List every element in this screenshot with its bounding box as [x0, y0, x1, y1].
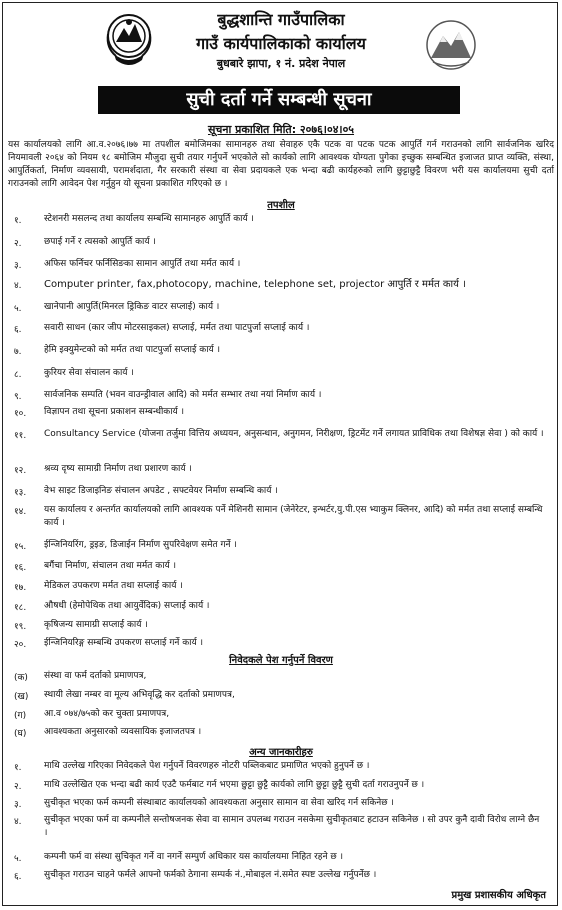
item-number: १०.	[14, 409, 27, 419]
item-number: (ख)	[14, 692, 29, 702]
item-number: १६.	[14, 563, 27, 573]
item-text: कुरियर सेवा संचालन कार्य ।	[44, 368, 134, 378]
item-text: ईन्जिनियरिङ्ग सम्बन्धि उपकरण सप्लाई गर्ने कार्य ।	[44, 638, 203, 648]
item-number: १.	[14, 763, 22, 773]
item-number: १८.	[14, 603, 27, 613]
item-text: स्टेशनरी मसलन्द तथा कार्यालय सम्बन्धि सामानहरु आपुर्ति कार्य ।	[44, 214, 254, 224]
item-number: (क)	[14, 673, 28, 683]
item-text: बगैंचा निर्माण, संचालन तथा मर्मत कार्य ।	[44, 561, 177, 571]
item-number: ९.	[14, 392, 22, 402]
item-text: Consultancy Service (योजना तर्जुमा वित्तिय अध्ययन, अनुसन्धान, अनुगमन, निरीक्षण, ड्रिटमेंट गर्ने लगायत प्राविधिक तथा विशेषज्ञ सेवा ) को कार्य ।	[44, 429, 544, 439]
item-text: स्थायी लेखा नम्बर वा मूल्य अभिवृद्धि कर दर्ताको प्रमाणपत्र,	[44, 690, 235, 700]
item-number: २.	[14, 239, 22, 249]
item-number: १५.	[14, 542, 27, 552]
item-number: ५.	[14, 854, 22, 864]
item-number: (घ)	[14, 729, 27, 739]
intro-paragraph: यस कार्यालयको लागि आ.व.२०७६।७७ मा तपशील बमोजिमका सामानहरु तथा सेवाहरु एकै पटक वा पटक पटक आपुर्ति गर्न गराउनको लागि सार्वजनिक खरिद नियमावली २०६४ को नियम १८ बमोजिम मौजुदा सुची तयार गर्नुपर्ने भएकोले सो कार्यको लागि आवश्यक योग्यता पुगेका इच्छुक सम्बन्धित इजाजत प्राप्त व्यक्ति, संस्था, आपुर्तिकर्ता, निर्माण व्यवसायी, परामर्शदाता, गैर सरकारी संस्था वा सेवा प्रदायकले एक भन्दा बढी कार्यहरुको लागि छुट्टाछुट्टै विवरण भरी यस कार्यालयमा सुची दर्ता गराउनको लागि आवेदन पेश गर्नुहुन यो सूचना प्रकाशित गरिएको छ ।	[8, 140, 554, 189]
office-name: बुद्धशान्ति गाउँपालिका	[217, 10, 345, 29]
item-number: ८.	[14, 370, 22, 380]
item-text: अफिस फर्निचर फर्निसिङका सामान आपुर्ति तथा मर्मत कार्य ।	[44, 259, 241, 269]
item-number: १४.	[14, 507, 27, 517]
item-text: श्रव्य दृष्य सामाग्री निर्माण तथा प्रशारण कार्य ।	[44, 464, 192, 474]
signatory-title: प्रमुख प्रशासकीय अधिकृत	[451, 890, 546, 901]
item-text: संस्था वा फर्म दर्ताको प्रमाणपत्र,	[44, 671, 147, 681]
office-address: बुधबारे झापा, १ नं. प्रदेश नेपाल	[216, 57, 346, 70]
item-text: कृषिजन्य सामाग्री सप्लाई कार्य ।	[44, 620, 148, 630]
item-text: आ.व ०७४/७५को कर चुक्ता प्रमाणपत्र,	[44, 709, 170, 719]
item-text: विज्ञापन तथा सूचना प्रकाशन सम्बन्धीकार्य ।	[44, 407, 185, 417]
item-number: ६.	[14, 872, 22, 882]
item-text: खानेपानी आपुर्ति(मिनरल ड्रिकिङ वाटर सप्लाई) कार्य ।	[44, 302, 220, 312]
item-number: ३.	[14, 800, 22, 810]
item-text: सार्वजनिक सम्पति (भवन वाउन्ड्रीवाल आदि) को मर्मत सम्भार तथा नयां निर्माण कार्य ।	[44, 390, 322, 400]
publication-date: सूचना प्रकाशित मिति: २०७६।०४।०५	[207, 123, 355, 136]
item-text: माथि उल्लेख गरिएका निवेदकले पेश गर्नुपर्ने विवरणहरु नोटरी पब्लिकबाट प्रमाणित भएको हुनुपर्ने छ ।	[44, 761, 370, 771]
item-number: ३.	[14, 261, 22, 271]
item-text: माथि उल्लेखित एक भन्दा बढी कार्य एउटै फर्मबाट गर्न भएमा छुट्टा छुट्टै कार्यको लागि छुट्टा छुट्टै सुची दर्ता गराउनुपर्ने छ ।	[44, 780, 425, 790]
section-heading-details: तपशील	[267, 200, 295, 211]
item-text: Computer printer, fax,photocopy, machine, telephone set, projector आपुर्ति र मर्मत कार्य ।	[44, 279, 466, 290]
notice-title: सुची दर्ता गर्ने सम्बन्धी सूचना	[98, 86, 460, 114]
item-text: सुचीकृत भएका फर्म वा कम्पनीले सन्तोषजनक सेवा वा सामान उपलब्ध गराउन नसकेमा सुचीकृतबाट हटाउन सकिनेछ । सो उपर कुनै दावी विरोध लाग्ने छैन ।	[44, 815, 540, 838]
item-text: औषधी (हेमोपेथिक तथा आयुर्वेदिक) सप्लाई कार्य ।	[44, 601, 210, 611]
item-text: हेमि इक्युमेन्टको को मर्मत तथा पाटपुर्जा सप्लाई कार्य ।	[44, 345, 221, 355]
office-subtitle: गाउँ कार्यपालिकाको कार्यालय	[196, 34, 366, 53]
item-number: (ग)	[14, 711, 27, 721]
item-number: ६.	[14, 325, 22, 335]
item-text: ईन्जिनियरिंग, ड्रइङ, डिजाईन निर्माण सुपरिवेक्षण समेत गर्ने ।	[44, 540, 237, 550]
item-text: यस कार्यालय र अन्तर्गत कार्यालयको लागि आवश्यक पर्ने मेशिनरी सामान (जेनेरेटर, इन्भर्टर,यु.पी.एस भ्याकुम क्लिनर, आदि) को मर्मत तथा सप्लाई सम्बन्धि कार्य ।	[44, 505, 543, 528]
item-number: १३.	[14, 488, 27, 498]
item-number: २.	[14, 782, 22, 792]
item-number: ४.	[14, 281, 22, 291]
item-text: छपाई गर्ने र त्यसको आपुर्ति कार्य ।	[44, 237, 156, 247]
item-text: सुचीकृत गराउन चाहने फर्मले आफ्नो फर्मको ठेगाना सम्पर्क नं.,मोबाइल नं.समेत स्पष्ट उल्लेख गर्नुपर्नेछ ।	[44, 870, 377, 880]
item-number: ७.	[14, 347, 22, 357]
item-number: २०.	[14, 640, 27, 650]
section-heading-other-info: अन्य जानकारीहरु	[249, 747, 313, 758]
item-text: आवश्यकता अनुसारको व्यवसायिक इजाजतपत्र ।	[44, 727, 202, 737]
item-number: १२.	[14, 466, 27, 476]
item-number: ११.	[14, 431, 27, 441]
item-number: १९.	[14, 622, 27, 632]
item-number: ५.	[14, 304, 22, 314]
item-text: कम्पनी फर्म वा संस्था सुचिकृत गर्ने वा नगर्ने सम्पुर्ण अधिकार यस कार्यालयमा निहित रहने छ ।	[44, 852, 344, 862]
item-text: सवारी साधन (कार जीप मोटरसाइकल) सप्लाई, मर्मत तथा पाटपुर्जा सप्लाई कार्य ।	[44, 323, 310, 333]
item-text: वेभ साइट डिजाइनिङ संचालन अपडेट , सफ्टवेयर निर्माण सम्बन्धि कार्य ।	[44, 486, 278, 496]
item-number: १७.	[14, 583, 27, 593]
item-number: ४.	[14, 817, 22, 827]
item-text: मेडिकल उपकरण मर्मत तथा सप्लाई कार्य ।	[44, 581, 183, 591]
section-heading-documents: निवेदकले पेश गर्नुपर्ने विवरण	[229, 655, 333, 666]
item-text: सुचीकृत भएका फर्म कम्पनी संस्थाबाट कार्यालयको आवश्यकता अनुसार सामान वा सेवा खरिद गर्न सकिनेछ ।	[44, 798, 394, 808]
item-number: १.	[14, 216, 22, 226]
